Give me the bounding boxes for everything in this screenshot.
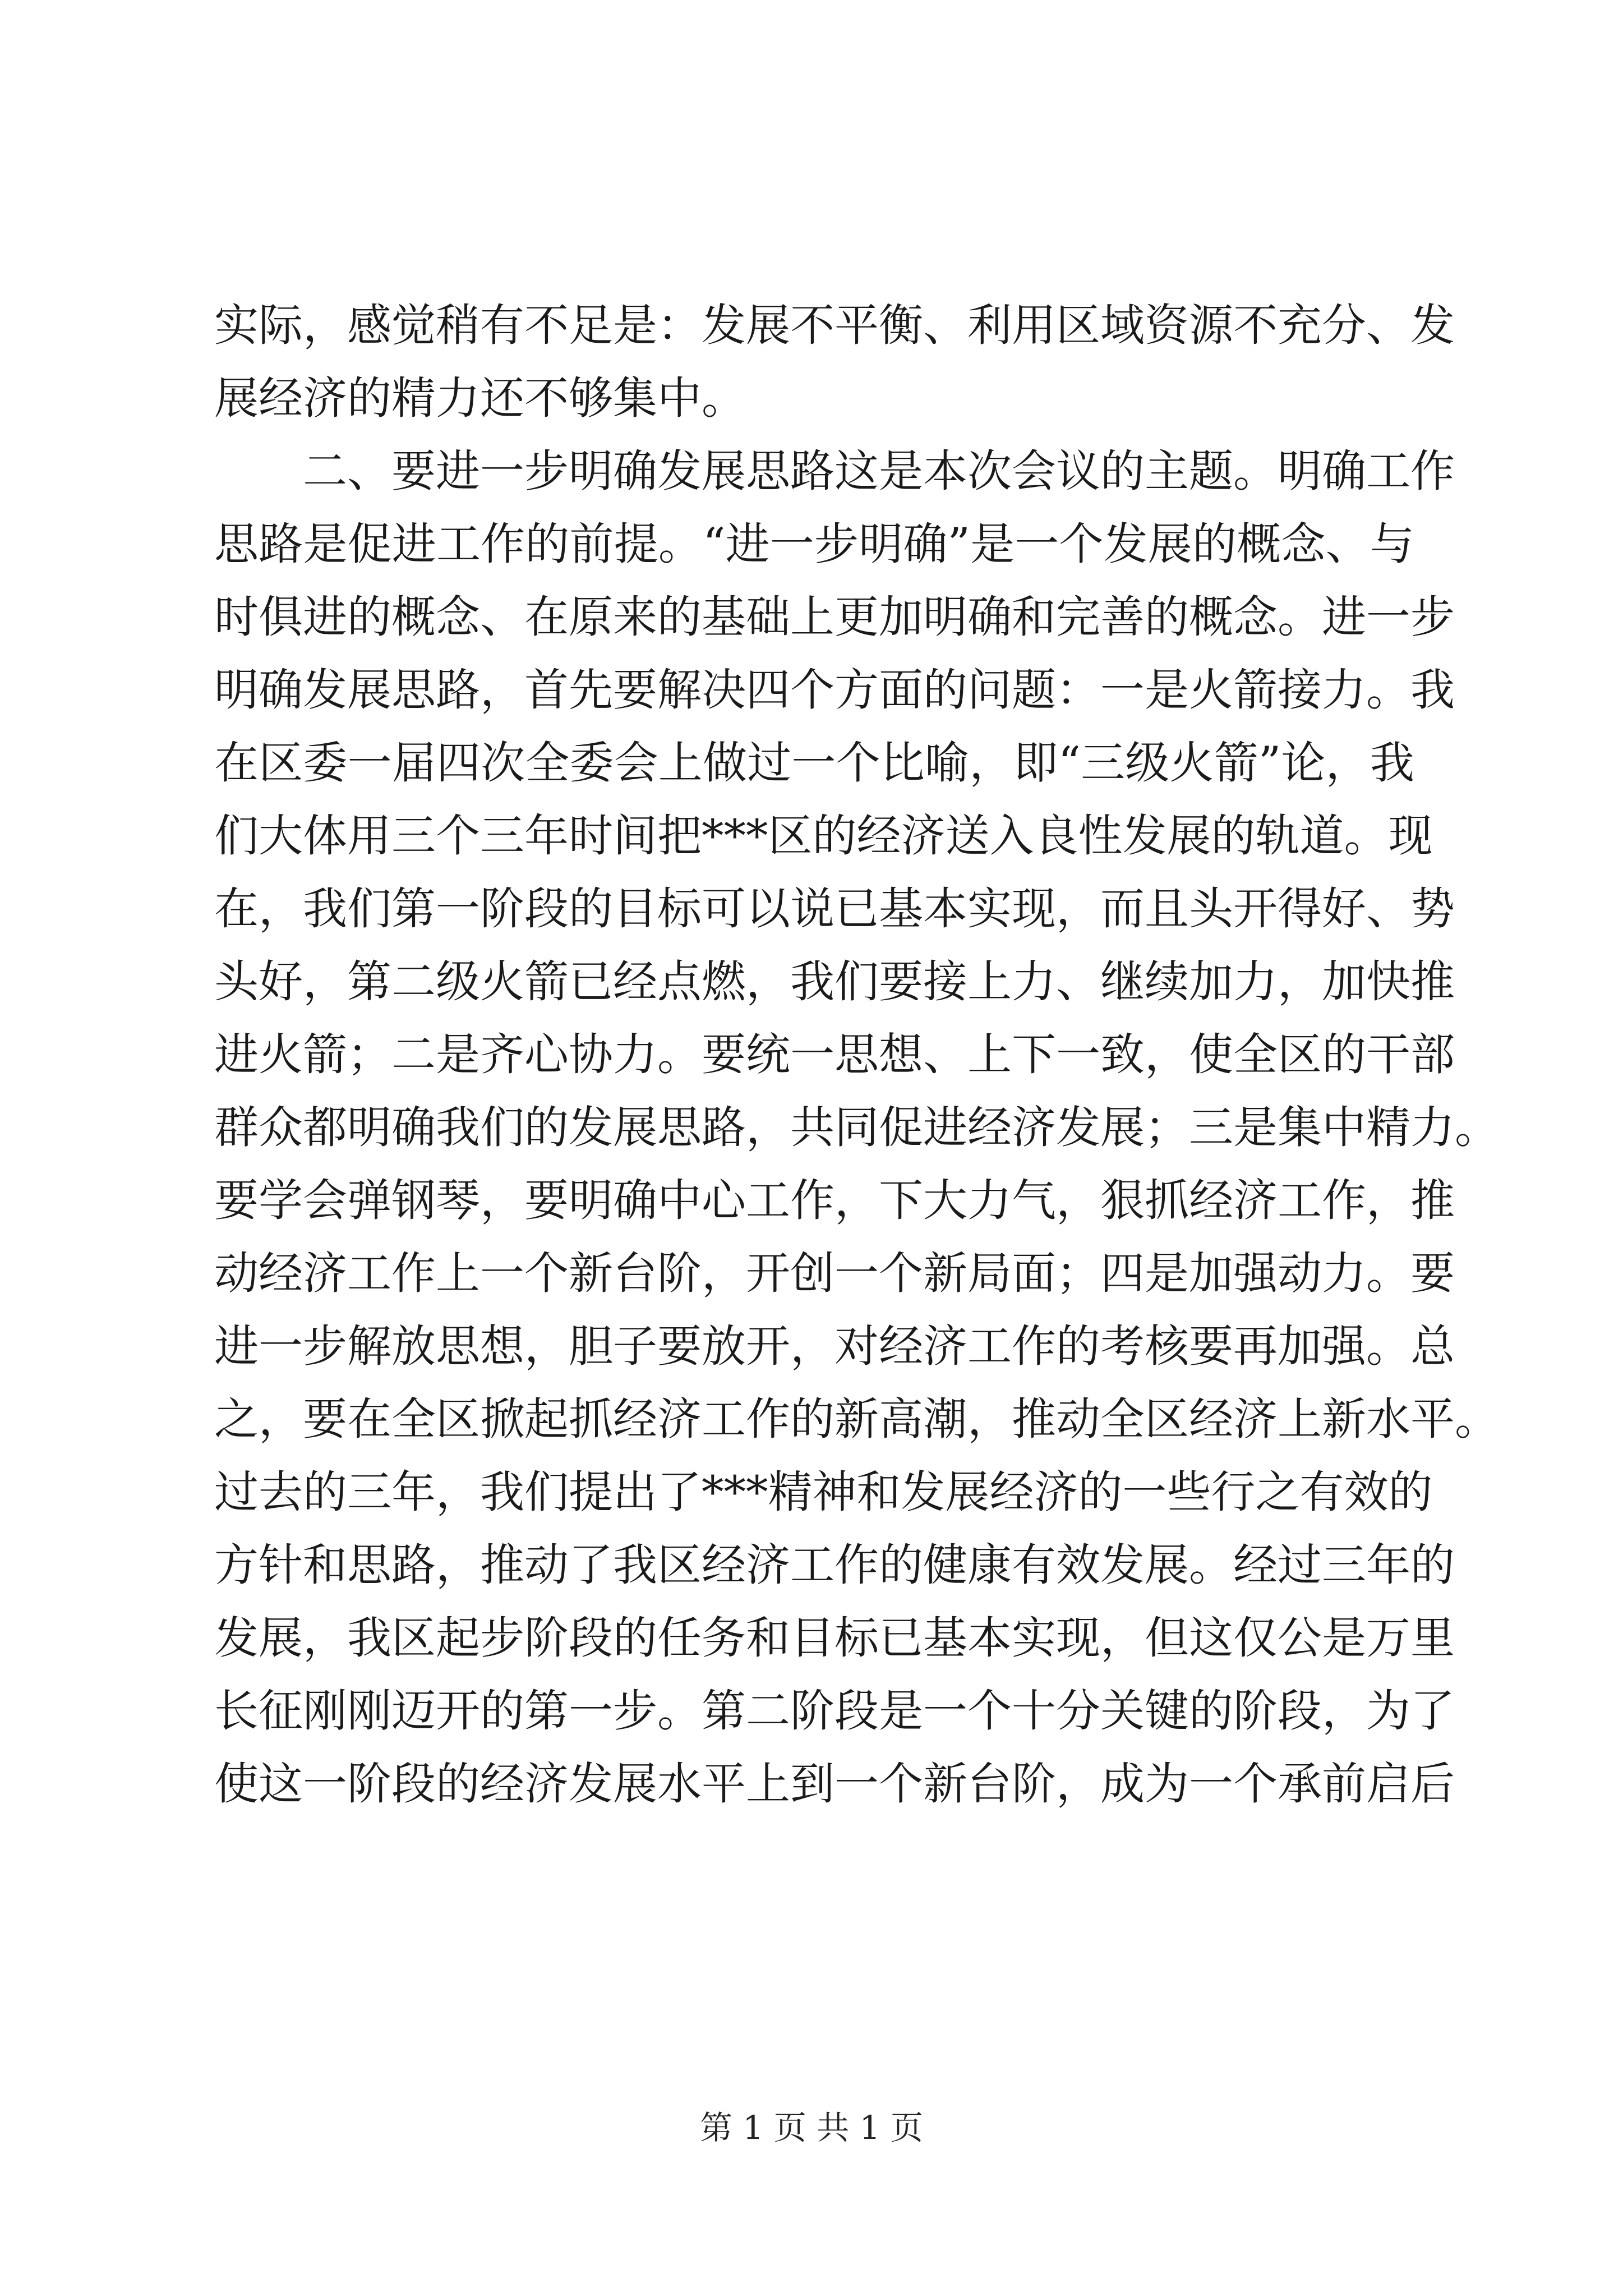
text-line-10: 头 好 ， 第 二 级 火 箭 已 经 点 燃 ， 我 们 要 接 上 力 、 继 续 加 力 ， 加 快 推 — [214, 956, 1455, 1007]
text-line-15: 进 一 步 解 放 思 想 ， 胆 子 要 放 开 ， 对 经 济 工 作 的 考 核 要 再 加 强 。 总 — [214, 1320, 1455, 1372]
text-line-17: 过 去 的 三 年 ， 我 们 提 出 了 * * * 精 神 和 发 展 经 济 的 一 些 行 之 有 效 的 — [214, 1466, 1433, 1518]
text-line-21: 使 这 一 阶 段 的 经 济 发 展 水 平 上 到 一 个 新 台 阶 ， 成 为 一 个 承 前 启 后 — [214, 1758, 1455, 1810]
text-line-3: 二 、 要 进 一 步 明 确 发 展 思 路 这 是 本 次 会 议 的 主 题 。 明 确 工 作 — [303, 445, 1455, 497]
text-line-4: 思 路 是 促 进 工 作 的 前 提 。 “ 进 一 步 明 确 ” 是 一 个 发 展 的 概 念 、 与 — [214, 518, 1414, 570]
text-line-19: 发 展 ， 我 区 起 步 阶 段 的 任 务 和 目 标 已 基 本 实 现 ， 但 这 仅 公 是 万 里 — [214, 1612, 1455, 1664]
text-line-6: 明 确 发 展 思 路 ， 首 先 要 解 决 四 个 方 面 的 问 题 ： 一 是 火 箭 接 力 。 我 — [214, 664, 1455, 716]
text-line-5: 时 俱 进 的 概 念 、 在 原 来 的 基 础 上 更 加 明 确 和 完 善 的 概 念 。 进 一 步 — [214, 591, 1455, 643]
text-line-7: 在 区 委 一 届 四 次 全 委 会 上 做 过 一 个 比 喻 ， 即 “ 三 级 火 箭 ” 论 ， 我 — [214, 737, 1414, 789]
text-line-11: 进 火 箭 ； 二 是 齐 心 协 力 。 要 统 一 思 想 、 上 下 一 致 ， 使 全 区 的 干 部 — [214, 1029, 1455, 1080]
text-line-16: 之 ， 要 在 全 区 掀 起 抓 经 济 工 作 的 新 高 潮 ， 推 动 全 区 经 济 上 新 水 平 。 — [214, 1393, 1499, 1445]
text-line-9: 在 ， 我 们 第 一 阶 段 的 目 标 可 以 说 已 基 本 实 现 ， 而 且 头 开 得 好 、 势 — [214, 883, 1455, 935]
text-line-20: 长 征 刚 刚 迈 开 的 第 一 步 。 第 二 阶 段 是 一 个 十 分 关 键 的 阶 段 ， 为 了 — [214, 1685, 1455, 1737]
text-line-8: 们 大 体 用 三 个 三 年 时 间 把 * * * 区 的 经 济 送 入 良 性 发 展 的 轨 道 。 现 — [214, 810, 1433, 862]
text-line-14: 动 经 济 工 作 上 一 个 新 台 阶 ， 开 创 一 个 新 局 面 ； 四 是 加 强 动 力 。 要 — [214, 1248, 1455, 1299]
text-line-2: 展经济的精力还不够集中。 — [214, 372, 746, 424]
page-footer: 第 1 页 共 1 页 — [700, 2109, 923, 2147]
text-line-12: 群 众 都 明 确 我 们 的 发 展 思 路 ， 共 同 促 进 经 济 发 展 ； 三 是 集 中 精 力 。 — [214, 1102, 1499, 1153]
text-line-13: 要 学 会 弹 钢 琴 ， 要 明 确 中 心 工 作 ， 下 大 力 气 ， 狠 抓 经 济 工 作 ， 推 — [214, 1175, 1455, 1226]
text-line-18: 方 针 和 思 路 ， 推 动 了 我 区 经 济 工 作 的 健 康 有 效 发 展 。 经 过 三 年 的 — [214, 1539, 1455, 1591]
body-text — [214, 289, 1499, 1820]
text-line-1: 实 际 ， 感 觉 稍 有 不 足 是 ： 发 展 不 平 衡 、 利 用 区 域 资 源 不 充 分 、 发 — [214, 300, 1455, 351]
